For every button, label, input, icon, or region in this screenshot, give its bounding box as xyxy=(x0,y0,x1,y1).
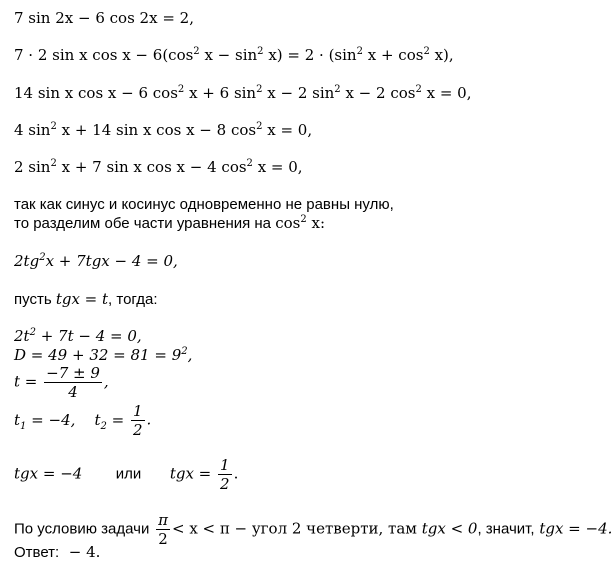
pi-half-denominator: 2 xyxy=(158,530,168,548)
answer-value: − 4. xyxy=(68,543,101,561)
root-t2-prefix: $t_2$ = xyxy=(94,410,125,432)
pi-half-numerator: π xyxy=(158,511,168,529)
tg-case-2-prefix: tgx = xyxy=(169,464,212,483)
substitution-line xyxy=(14,290,158,309)
equation-line-1: 7 sin 2x − 6 cos 2x = 2, xyxy=(14,9,194,27)
t-prefix: t = xyxy=(14,372,38,391)
tg-cases-line: tgx = −4 или tgx = $\frac{1}{2}$ . xyxy=(14,456,239,493)
tg-equation: $2tg^2x + 7tgx - 4 = 0$, xyxy=(14,252,178,270)
equation-line-2: 7 · 2 sin x $\cos x - 6(\cos^2$ $x - \sin^2 x) = 2 \cdot (\sin^2$ $x + \cos^2 x$), xyxy=(14,46,454,64)
let-prefix: пусть xyxy=(14,291,56,308)
let-suffix: , тогда: xyxy=(108,291,158,308)
answer-line xyxy=(14,543,100,562)
tg-case-2-fraction xyxy=(218,456,232,493)
t-fraction-numerator: −7 ± 9 xyxy=(46,364,100,382)
equation-line-3: 14 sin x cos x − 6 $\cos^2 x + 6$ $\sin^2 x - 2$ $\sin^2 x - 2$ $\cos^2 x = 0$, xyxy=(14,84,472,102)
tg-case-1: tgx = −4 xyxy=(14,464,83,483)
quadratic-equation: $2t^2 + 7t - 4 = 0$, xyxy=(14,327,142,345)
let-expression: tgx = t xyxy=(55,290,109,308)
or-word: или xyxy=(115,465,142,483)
answer-label: Ответ: xyxy=(14,544,60,561)
root-t2-denominator: 2 xyxy=(133,421,143,439)
pi-half-fraction xyxy=(156,511,170,548)
t-fraction-denominator: 4 xyxy=(68,383,78,401)
text-note-1: так как синус и косинус одновременно не равны нулю, xyxy=(14,196,394,213)
root-t1: $t_1 = -4$, xyxy=(14,410,76,432)
condition-suffix: , значит, xyxy=(477,520,535,538)
tg-case-2-numerator: 1 xyxy=(220,456,230,474)
roots-line: $t_1 = -4$, $t_2$ = $\frac{1}{2}$ . xyxy=(14,402,152,439)
condition-prefix: По условию задачи xyxy=(14,520,150,538)
discriminant-line: $D = 49 + 32 = 81 = 9^2$, xyxy=(14,346,193,364)
t-fraction xyxy=(44,364,102,401)
equation-line-4: 4 $\sin^2 x + 14$ sin x cos x − 8 $\cos^2 x = 0$, xyxy=(14,121,313,139)
condition-middle: < x < π − угол 2 четверти, там xyxy=(171,519,417,538)
tg-case-2-denominator: 2 xyxy=(220,475,230,493)
condition-tg: tgx < 0 xyxy=(421,519,478,538)
condition-line xyxy=(14,511,612,548)
equation-line-5: 2 $\sin^2 x + 7$ sin x cos x − 4 $\cos^2 x = 0$, xyxy=(14,158,303,176)
t-formula-line: t = $\frac{-7 \pm 9}{4}$ , xyxy=(14,364,109,401)
text-note-2: то разделим обе части уравнения на $\cos^2 x$: xyxy=(14,214,325,232)
root-t2-fraction xyxy=(131,402,145,439)
root-t2-numerator: 1 xyxy=(133,402,143,420)
condition-result: tgx = −4. xyxy=(539,519,612,538)
